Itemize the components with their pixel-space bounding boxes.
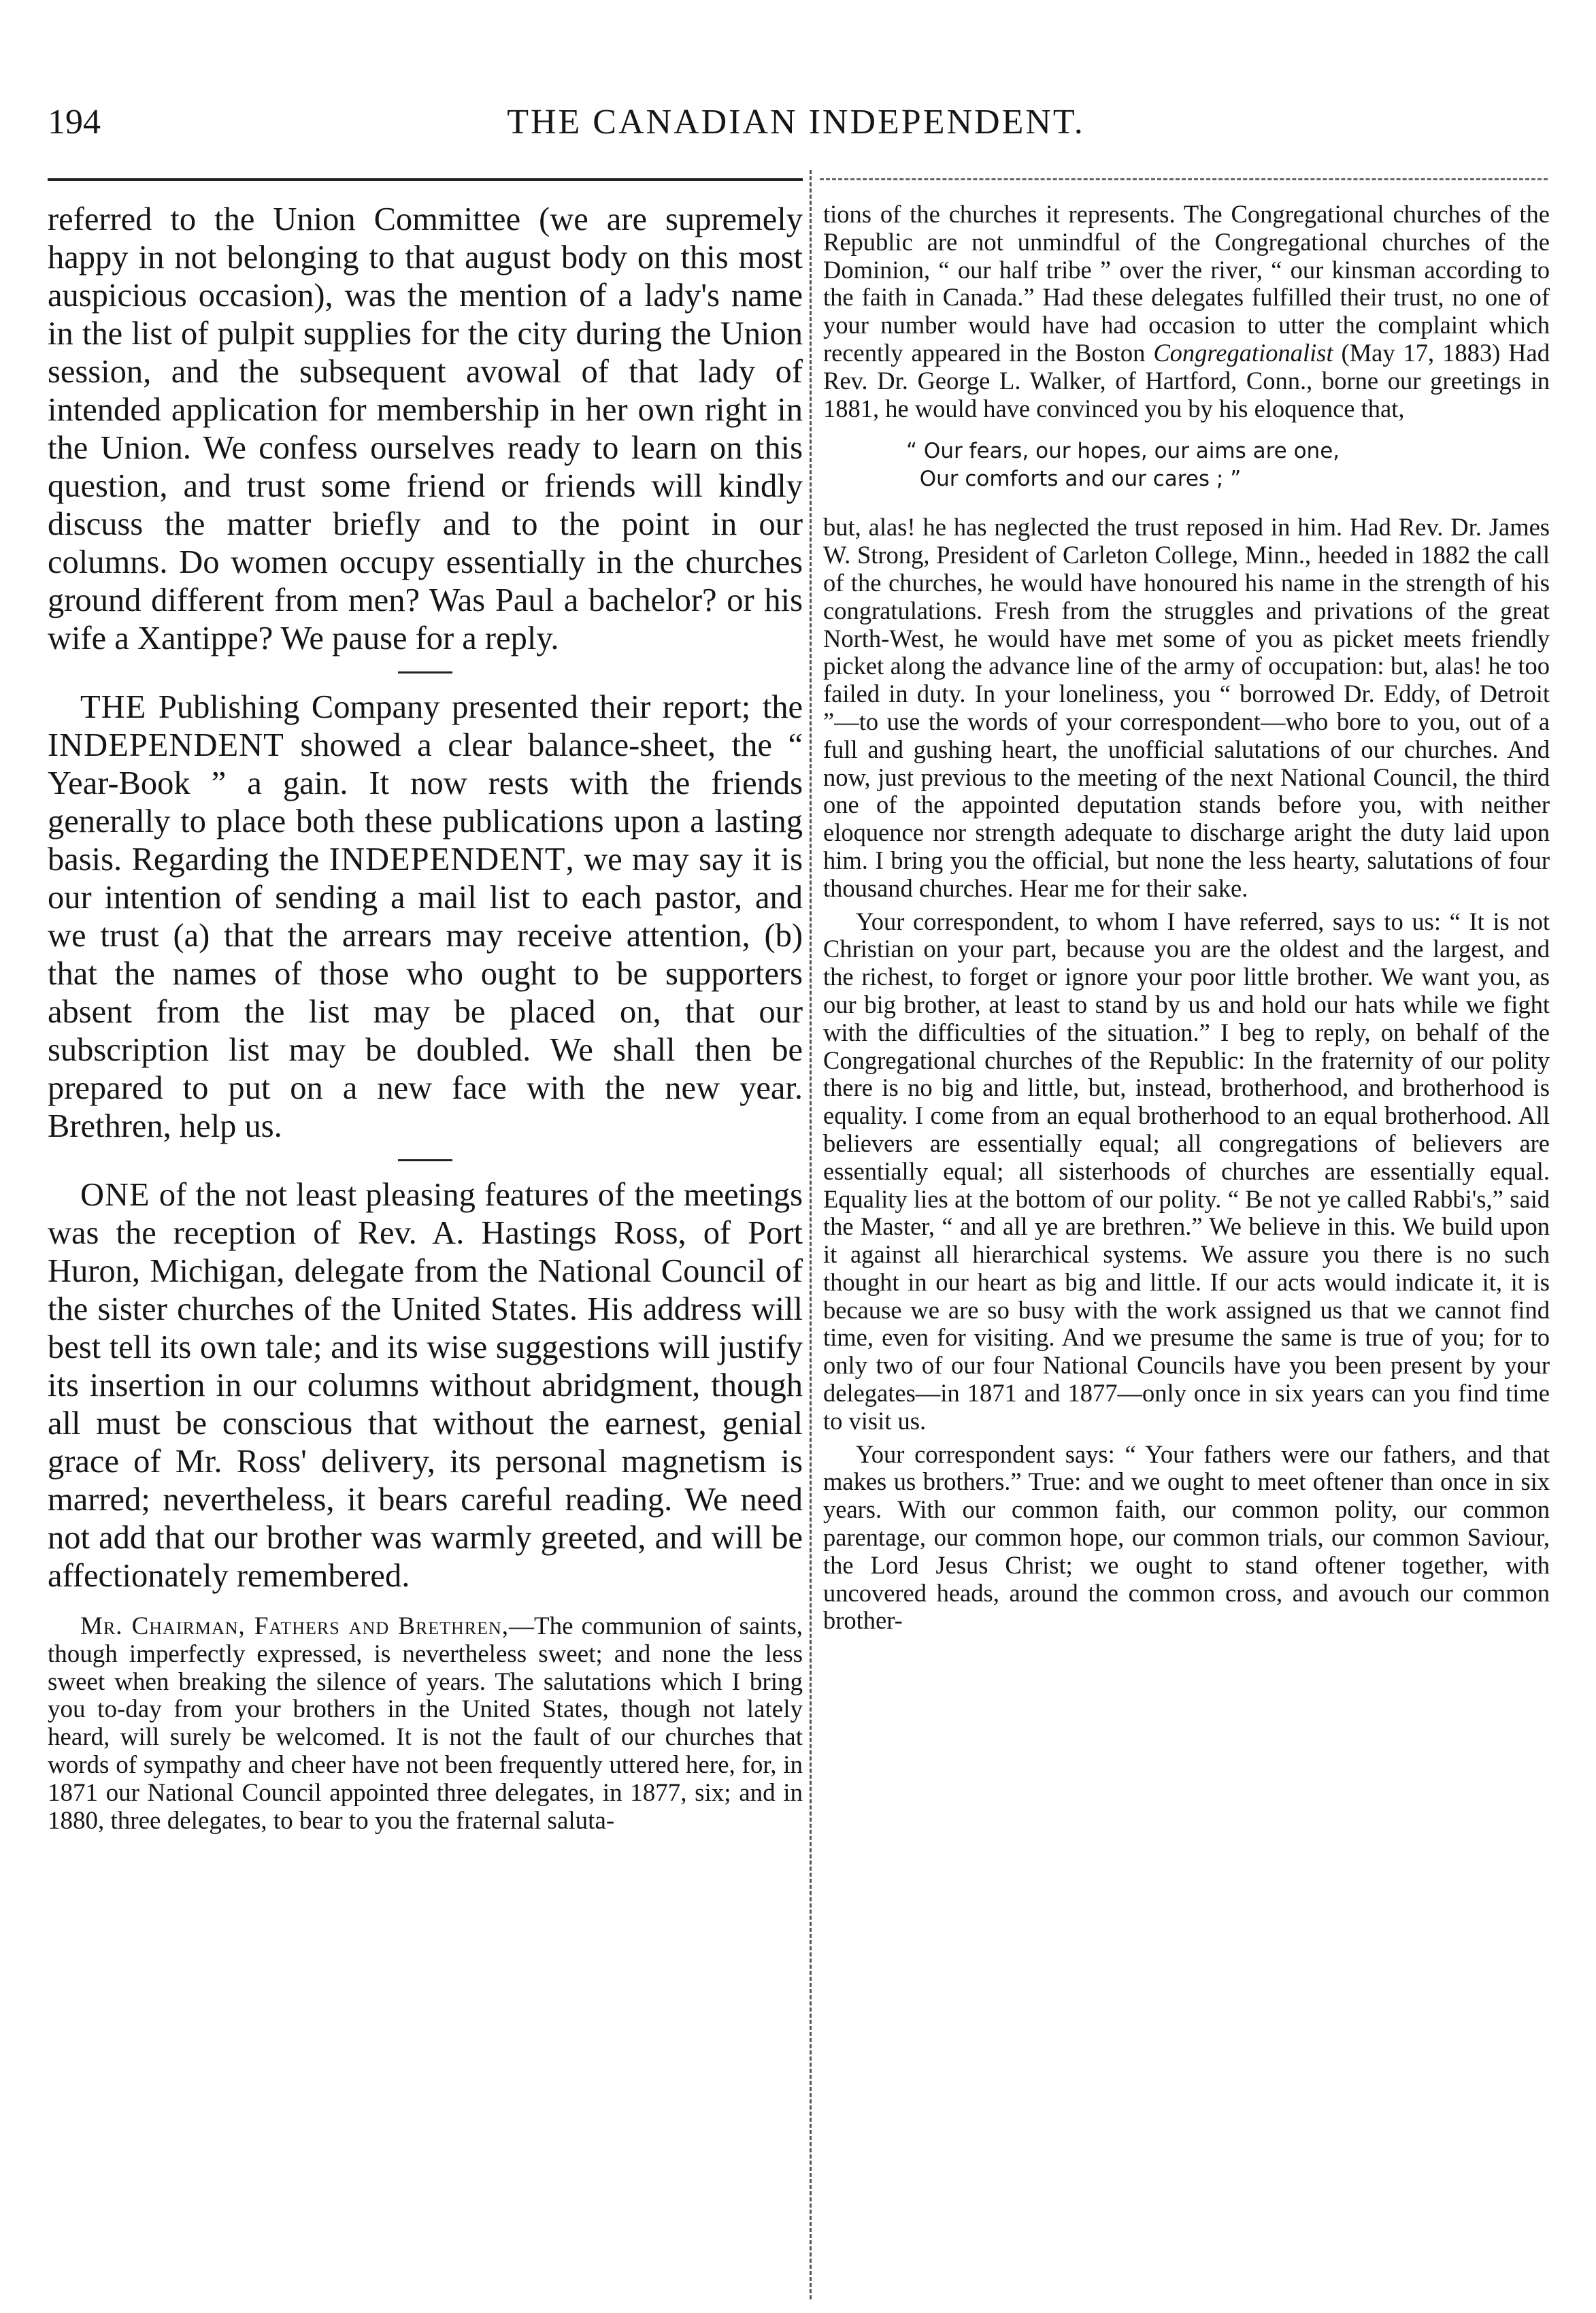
verse-quote xyxy=(823,437,1550,493)
journal-title: THE CANADIAN INDEPENDENT. xyxy=(507,103,1085,142)
newspaper-name: Congregationalist xyxy=(1153,338,1333,367)
left-column xyxy=(48,201,803,1835)
section-separator xyxy=(398,1159,452,1161)
column-divider xyxy=(810,170,812,2299)
verse-line: “ Our fears, our hopes, our aims are one, xyxy=(906,439,1340,464)
left-paragraph-continued: referred to the Union Committee (we are supremely happy in not belonging to that august body on this most auspicious occasion), was the mention of a lady's name in the list of pulpit supplies for the city during the Union session, and the subsequent avowal of that lady of intended application for membership in her own right in the Union. We confess ourselves ready to learn on this question, and trust some friend or friends will kindly discuss the matter briefly and to the point in our columns. Do women occupy essentially in the churches ground different from men? Was Paul a bachelor? or his wife a Xantippe? We pause for a reply. xyxy=(48,201,803,656)
page-header xyxy=(48,95,1544,150)
right-column xyxy=(823,201,1550,1635)
lead-word: THE xyxy=(80,689,147,725)
page-number: 194 xyxy=(48,103,101,142)
lead-word: ONE xyxy=(80,1177,150,1213)
right-paragraph-1: tions of the churches it represents. The Congregational churches of the Republic are not unmindful of the Congregational churches of the Dominion, “ our half tribe ” over the river, “ our kinsman according to the faith in Canada.” Had these delegates fulfilled their trust, no one of your number would have had occasion to utter the complaint which recently appeared in the Boston Congregationalist (May 17, 1883) Had Rev. Dr. George L. Walker, of Hartford, Conn., borne our greetings in 1881, he would have convinced you by his eloquence that, xyxy=(823,200,1550,422)
left-paragraph-one: ONE of the not least pleasing features of the meetings was the reception of Rev. A. Hastings Ross, of Port Huron, Michigan, delegate from the National Council of the sister churches of the United States. His address will best tell its own tale; and its wise suggestions will justify its insertion in our columns without abridgment, though all must be conscious that without the earnest, genial grace of Mr. Ross' delivery, its personal magnetism is marred; nevertheless, it bears careful reading. We need not add that our brother was warmly greeted, and will be affectionately remembered. xyxy=(48,1177,803,1594)
right-paragraph-4: Your correspondent says: “ Your fathers were our fathers, and that makes us brothers.” True: and we ought to meet oftener than once in six years. With our common faith, our common polity, our common parentage, our common hope, our common trials, our common Saviour, the Lord Jesus Christ; we ought to stand oftener together, with uncovered heads, around the common cross, and avouch our common brother- xyxy=(823,1440,1550,1635)
address-salutation: Mr. Chairman, Fathers and Brethren, xyxy=(80,1612,510,1640)
section-separator xyxy=(398,671,452,673)
top-rule-left xyxy=(48,178,803,181)
left-paragraph-publishing: THE Publishing Company presented their report; the INDEPENDENT showed a clear balance-sheet, the “ Year-Book ” a gain. It now rests with the friends generally to place both these publications upon a lasting basis. Regarding the INDEPENDENT, we may say it is our intention of sending a mail list to each pastor, and we trust (a) that the arrears may receive attention, (b) that the names of those who ought to be supporters absent from the list may be placed on, that our subscription list may be doubled. We shall then be prepared to put on a new face with the new year. Brethren, help us. xyxy=(48,689,803,1144)
verse-line: Our comforts and our cares ; ” xyxy=(906,467,1242,492)
right-paragraph-2: but, alas! he has neglected the trust reposed in him. Had Rev. Dr. James W. Strong, President of Carleton College, Minn., heeded in 1882 the call of the churches, he would have honoured his name in the strength of his congratulations. Fresh from the struggles and privations of the great North-West, he would have met some of you as picket meets friendly picket along the advance line of the army of occupation: but, alas! he too failed in duty. In your loneliness, you “ borrowed Dr. Eddy, of Detroit ”—to use the words of your correspondent—who bore to you, out of a full and gushing heart, the unofficial salutations of our churches. And now, just previous to the meeting of the next National Council, the third one of the appointed deputation stands before you, with neither eloquence nor strength adequate to discharge aright the duty laid upon him. I bring you the official, but none the less hearty, salutations of four thousand churches. Hear me for their sake. xyxy=(823,513,1550,902)
address-paragraph: Mr. Chairman, Fathers and Brethren,—The communion of saints, though imperfectly expressed, is nevertheless sweet; and none the less sweet when breaking the silence of years. The salutations which I bring you to-day from your brothers in the United States, though not lately heard, will surely be welcomed. It is not the fault of our churches that words of sympathy and cheer have not been frequently uttered here, for, in 1871 our National Council appointed three delegates, in 1877, six; and in 1880, three delegates, to bear to you the fraternal saluta- xyxy=(48,1612,803,1835)
top-rule-right xyxy=(820,178,1548,180)
right-paragraph-3: Your correspondent, to whom I have referred, says to us: “ It is not Christian on your part, because you are the oldest and the largest, and the richest, to forget or ignore your poor little brother. We want you, as our big brother, at least to stand by us and hold our hats while we fight with the difficulties of the situation.” I beg to reply, on behalf of the Congregational churches of the Republic: In the fraternity of our polity there is no big and little, but, instead, brotherhood, and brotherhood is equality. I come from an equal brotherhood to an equal brotherhood. All believers are essentially equal; all congregations of believers are essentially equal; all sisterhoods of churches are essentially equal. Equality lies at the bottom of our polity. “ Be not ye called Rabbi's,” said the Master, “ and all ye are brethren.” We believe in this. We build upon it against all hierarchical systems. We assure you there is no such thought in our heart as big and little. If our acts would indicate it, it is because we are so busy with the work assigned us that we cannot find time, even for visiting. And we presume the same is true of you; for to only two of our four National Councils have you been present by your delegates—in 1871 and 1877—only once in six years can you find time to visit us. xyxy=(823,907,1550,1435)
